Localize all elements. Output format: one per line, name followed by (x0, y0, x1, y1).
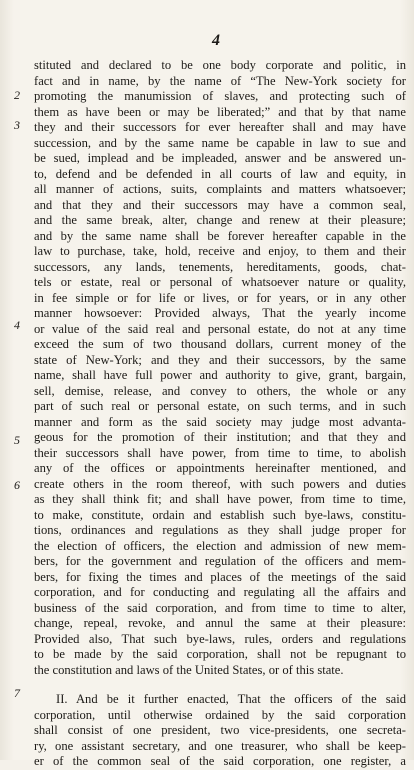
text-line: and that they and their successors may have a common seal, (34, 197, 406, 212)
text-line: shall consist of one president, two vice-presidents, one secreta- (34, 723, 406, 737)
body-text (34, 58, 406, 770)
text-line: law to purchase, take, hold, receive and enjoy, to them and their (34, 244, 406, 258)
text-line: all manner of actions, suits, complaints and matters whatsoever; (34, 182, 406, 196)
text-line: ry, one assistant secretary, and one treasurer, who shall be keep- (34, 738, 406, 753)
text-line: be sued, implead and be impleaded, answer and be answered un- (34, 151, 406, 165)
text-line: successors, any lands, tenements, hereditaments, goods, chat- (34, 259, 406, 274)
text-line: corporation, until otherwise ordained by the said corporation (34, 707, 406, 722)
text-line: tions, ordinances and regulations as they shall judge proper for (34, 523, 406, 537)
text-line: they and their successors for ever hereafter shall and may have (34, 120, 406, 134)
text-line: tels or estate, real or personal of whatsoever nature or quality, (34, 275, 406, 289)
text-line: the election of officers, the election and admission of new mem- (34, 538, 406, 553)
text-line: change, repeal, revoke, and annul the same at their pleasure: (34, 616, 406, 630)
text-line: bers, for the government and regulation of the officers and mem- (34, 554, 406, 568)
text-line: and by the same name shall be forever hereafter capable in the (34, 228, 406, 243)
text-line: promoting the manumission of slaves, and protecting such of (34, 89, 406, 103)
margin-line-number: 2 (14, 88, 20, 102)
text-line: geous for the promotion of their institution; and that they and (34, 430, 406, 444)
text-line: to be made by the said corporation, shall not be repugnant to (34, 647, 406, 661)
text-line: to make, constitute, ordain and establish such bye-laws, constitu- (34, 507, 406, 522)
margin-line-number: 7 (14, 686, 20, 700)
text-line: business of the said corporation, and from time to time to alter, (34, 600, 406, 615)
text-line: any of the offices or appointments hereinafter mentioned, and (34, 461, 406, 475)
page-number: 4 (212, 32, 220, 49)
text-line: name, shall have full power and authority to give, grant, bargain, (34, 368, 406, 382)
text-line: bers, for fixing the times and places of the meetings of the said (34, 569, 406, 584)
text-line: create others in the room thereof, with such powers and duties (34, 476, 406, 491)
text-line: their successors shall have power, from time to time, to abolish (34, 445, 406, 460)
margin-line-number: 3 (14, 118, 20, 132)
text-line: succession, and by the same name be capable in law to sue and (34, 135, 406, 150)
text-line: stituted and declared to be one body corporate and politic, in (34, 58, 406, 72)
text-line: part of such real or personal estate, on such terms, and in such (34, 399, 406, 413)
margin-line-number: 6 (14, 478, 20, 492)
text-line: fact and in name, by the name of “The New-York society for (34, 73, 406, 88)
text-line: state of New-York; and they and their successors, by the same (34, 352, 406, 367)
text-line: the constitution and laws of the United States, or of this state. (34, 662, 344, 677)
text-line: manner howsoever: Provided always, That the yearly income (34, 306, 406, 320)
text-line: in fee simple or for life or lives, or for years, or in any other (34, 290, 406, 305)
text-line: as they shall think fit; and shall have power, from time to time, (34, 492, 406, 506)
text-line: them as have been or may be liberated;” and that by that name (34, 104, 406, 119)
margin-line-number: 5 (14, 433, 20, 447)
text-line: Provided also, That such bye-laws, rules, orders and regulations (34, 631, 406, 646)
text-line: manner and form as the said society may judge most advanta- (34, 414, 406, 429)
text-line: or value of the said real and personal estate, do not at any time (34, 321, 406, 336)
text-line: to, defend and be defended in all courts of law and equity, in (34, 166, 406, 181)
text-line: exceed the sum of two thousand dollars, current money of the (34, 337, 406, 351)
text-line: er of the common seal of the said corporation, one register, a (34, 754, 406, 768)
section-heading-line: II. And be it further enacted, That the officers of the said (56, 692, 406, 706)
text-line: corporation, and for conducting and regulating all the affairs and (34, 585, 406, 599)
text-line: sell, demise, release, and convey to others, the whole or any (34, 383, 406, 398)
margin-line-number: 4 (14, 318, 20, 332)
text-line: and the same break, alter, change and renew at their pleasure; (34, 213, 406, 227)
